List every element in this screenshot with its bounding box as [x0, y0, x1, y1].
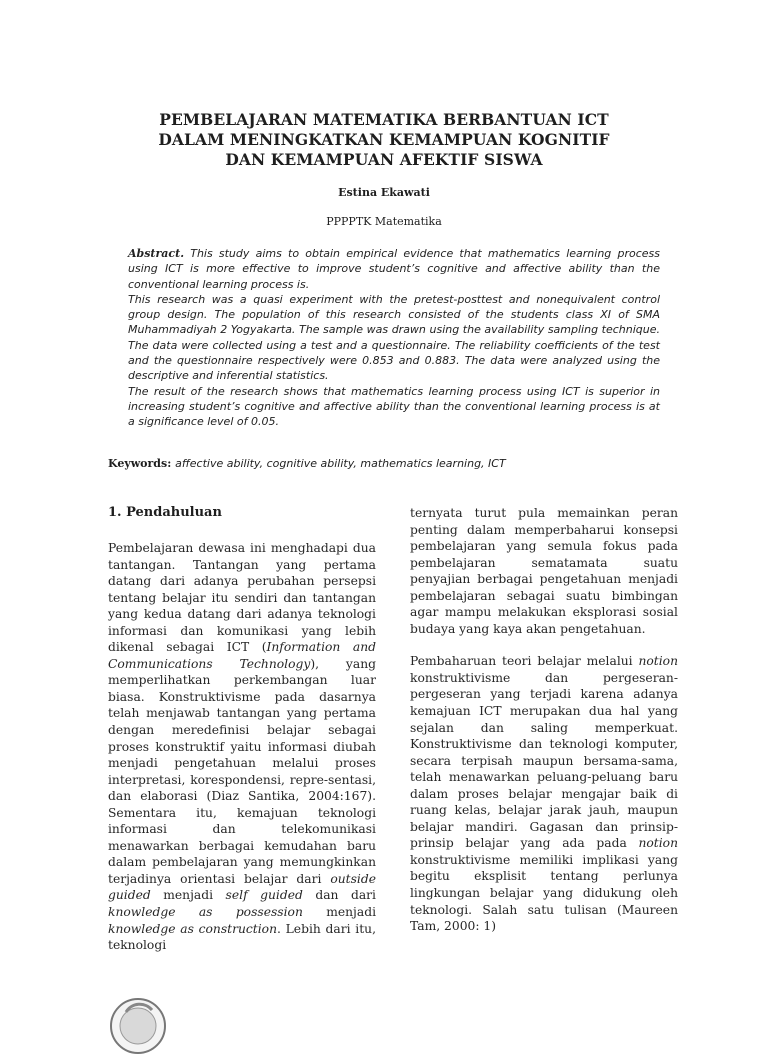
title-line-1: PEMBELAJARAN MATEMATIKA BERBANTUAN ICT	[159, 110, 609, 129]
keywords-value: affective ability, cognitive ability, mathematics learning, ICT	[175, 457, 506, 470]
section-heading: 1. Pendahuluan	[108, 505, 222, 520]
paper-title	[100, 110, 668, 170]
abstract-paragraph-2: This research was a quasi experiment with the pretest-posttest and nonequivalent control group design. The population of this research consisted of the students class XI of SMA Muhammadiyah 2 Yogyakarta. The sample was drawn using the availability sampling technique. The data were collected using a test and a questionnaire. The reliability coefficients of the test and the questionnaire respectively were 0.853 and 0.883. The data were analyzed using the descriptive and inferential statistics.	[128, 292, 660, 383]
left-paragraph: Pembelajaran dewasa ini menghadapi dua tantangan. Tantangan yang pertama datang dari adanya perubahan persepsi tentang belajar itu sendiri dan tantangan yang kedua datang dari adanya teknologi informasi dan komunikasi yang lebih dikenal sebagai ICT (Information and Communications Technology), yang memperlihatkan perkembangan luar biasa. Konstruktivisme pada dasarnya telah menjawab tantangan yang pertama dengan meredefinisi belajar sebagai proses konstruktif yaitu informasi diubah menjadi pengetahuan melalui proses interpretasi, korespondensi, repre-sentasi, dan elaborasi (Diaz Santika, 2004:167). Sementara itu, kemajuan teknologi informasi dan telekomunikasi menawarkan berbagai kemudahan baru dalam pembelajaran yang memungkinkan terjadinya orientasi belajar dari outside guided menjadi self guided dan dari knowledge as possession menjadi knowledge as construction. Lebih dari itu, teknologi	[108, 541, 377, 953]
author-affiliation: PPPPTK Matematika	[326, 215, 442, 228]
keywords-label: Keywords	[108, 457, 168, 470]
abstract-label: Abstract.	[128, 247, 185, 260]
abstract-paragraph-3: The result of the research shows that mathematics learning process using ICT is superior in increasing student’s cognitive and affective ability than the conventional learning process is at a significance level of 0.05.	[128, 384, 660, 429]
abstract	[128, 246, 660, 430]
author-name: Estina Ekawati	[338, 186, 430, 199]
abstract-text-1: This study aims to obtain empirical evidence that mathematics learning process using ICT is more effective to improve student’s cognitive and affective ability than the conventional learning process is.	[128, 247, 660, 291]
right-paragraph-1: ternyata turut pula memainkan peran penting dalam memperbaharui konsepsi pembelajaran yang semula fokus pada pembelajaran sematamata suatu penyajian berbagai pengetahuan menjadi pembelajaran sebagai suatu bimbingan agar mampu melakukan eksplorasi sosial budaya yang kaya akan pengetahuan.	[410, 506, 678, 636]
abstract-paragraph-1	[128, 246, 660, 292]
title-line-3: DAN KEMAMPUAN AFEKTIF SISWA	[225, 150, 543, 169]
keywords: Keywords: affective ability, cognitive ability, mathematics learning, ICT	[108, 457, 506, 470]
title-line-2: DALAM MENINGKATKAN KEMAMPUAN KOGNITIF	[158, 130, 610, 149]
left-column	[108, 540, 376, 954]
journal-logo	[108, 996, 168, 1056]
right-paragraph-2: Pembaharuan teori belajar melalui notion konstruktivisme dan pergeseran-pergeseran yang terjadi karena adanya kemajuan ICT merupakan dua hal yang sejalan dan saling memperkuat. Konstruktivisme dan teknologi komputer, secara terpisah maupun bersama-sama, telah menawarkan peluang-peluang baru dalam proses belajar mengajar baik di ruang kelas, belajar jarak jauh, maupun belajar mandiri. Gagasan dan prinsip-prinsip belajar yang ada pada notion konstruktivisme memiliki implikasi yang begitu eksplisit tentang perlunya lingkungan belajar yang didukung oleh teknologi. Salah satu tulisan (Maureen Tam, 2000: 1)	[410, 654, 678, 934]
right-column	[410, 505, 678, 935]
